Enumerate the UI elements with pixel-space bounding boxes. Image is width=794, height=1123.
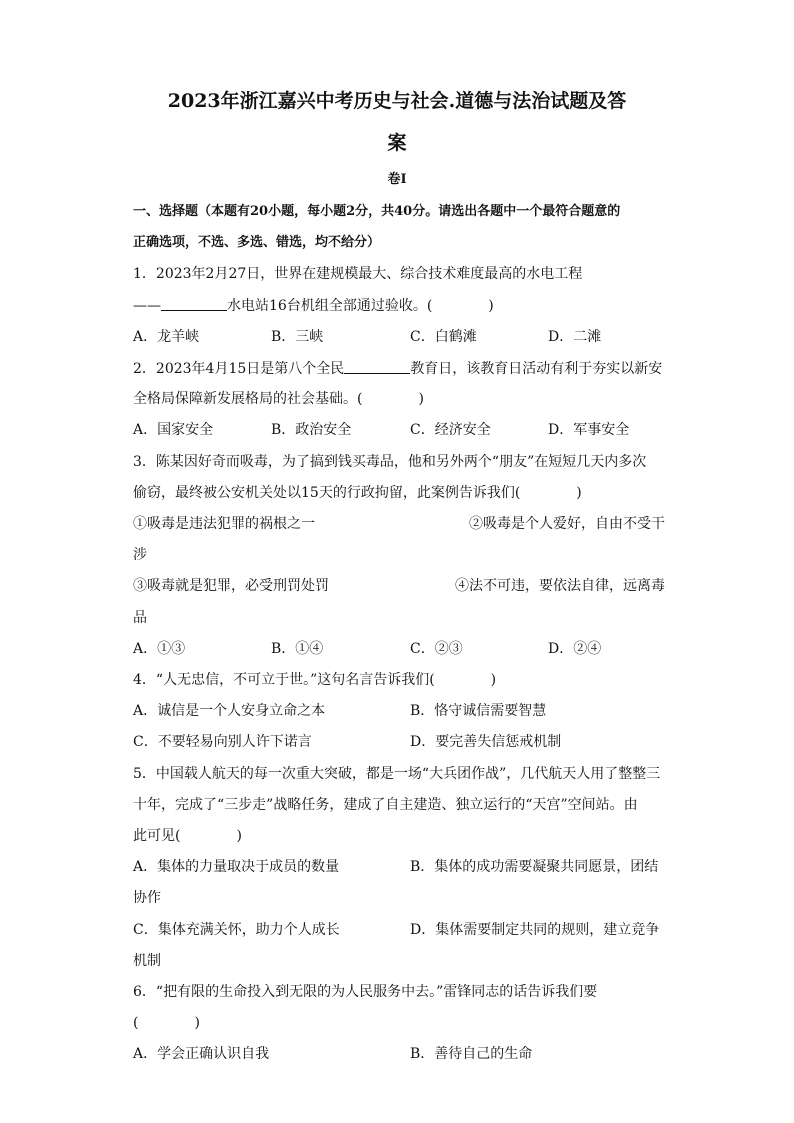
q3-statement-2-cont: 涉: [133, 547, 147, 563]
q5-option-d-cont: 机制: [133, 953, 161, 969]
q1-stem-line2: [133, 295, 494, 316]
q1-option-c: C．白鹤滩: [410, 329, 477, 345]
q6-option-a: A．学会正确认识自我: [133, 1046, 270, 1062]
q2-answer-blank: [344, 358, 410, 374]
q3-stem-line2: 偷窃，最终被公安机关处以15天的行政拘留，此案例告诉我们( ): [133, 485, 582, 501]
q5-stem-line2: 十年，完成了“三步走”战略任务，建成了自主建造、独立运行的“天宫”空间站。由: [133, 797, 638, 813]
section-heading-line1: 一、选择题（本题有20小题，每小题2分，共40分。请选出各题中一个最符合题意的: [133, 204, 621, 219]
q3-option-a: A．①③: [133, 641, 186, 657]
q2-option-d: D．军事安全: [548, 422, 630, 438]
q5-option-b-cont: 协作: [133, 890, 161, 906]
q6-stem-line2: ( ): [133, 1015, 200, 1031]
q3-statement-4: ④法不可违，要依法自律，远离毒: [455, 578, 665, 594]
q1-stem-tail: 水电站16台机组全部通过验收。( ): [227, 298, 494, 314]
q5-option-b: B．集体的成功需要凝聚共同愿景，团结: [410, 859, 659, 875]
q3-option-c: C．②③: [410, 641, 463, 657]
q1-dash: ——: [133, 298, 161, 314]
q1-stem-line1: 1．2023年2月27日，世界在建规模最大、综合技术难度最高的水电工程: [133, 266, 583, 282]
q5-stem-line3: 此可见( ): [133, 828, 242, 844]
volume-label: 卷Ⅰ: [387, 172, 407, 187]
q2-stem-line2: 全格局保障新发展格局的社会基础。( ): [133, 391, 424, 407]
q2-option-c: C．经济安全: [410, 422, 491, 438]
q1-answer-blank: [161, 295, 227, 311]
q3-statement-4-cont: 品: [133, 610, 147, 626]
q2-option-a: A．国家安全: [133, 422, 214, 438]
q3-statement-1: ①吸毒是违法犯罪的祸根之一: [133, 516, 315, 532]
q1-option-a: A．龙羊峡: [133, 329, 200, 345]
q3-statement-2: ②吸毒是个人爱好，自由不受干: [469, 516, 665, 532]
q3-option-d: D．②④: [548, 641, 602, 657]
q5-option-a: A．集体的力量取决于成员的数量: [133, 859, 340, 875]
q2-stem-head: 2．2023年4月15日是第八个全民: [133, 361, 345, 377]
q4-option-c: C．不要轻易向别人许下诺言: [133, 734, 312, 750]
q1-option-d: D．二滩: [548, 329, 602, 345]
section-heading-line2: 正确选项，不选、多选、错选，均不给分）: [133, 235, 381, 250]
q3-option-b: B．①④: [271, 641, 324, 657]
q1-option-b: B．三峡: [271, 329, 324, 345]
q4-option-a: A．诚信是一个人安身立命之本: [133, 703, 326, 719]
q4-option-d: D．要完善失信惩戒机制: [410, 734, 562, 750]
q3-stem-line1: 3．陈某因好奇而吸毒，为了搞到钱买毒品，他和另外两个“朋友”在短短几天内多次: [133, 454, 647, 470]
q5-option-c: C．集体充满关怀，助力个人成长: [133, 922, 340, 938]
q5-option-d: D．集体需要制定共同的规则，建立竞争: [410, 922, 660, 938]
q6-option-b: B．善待自己的生命: [410, 1046, 533, 1062]
q2-option-b: B．政治安全: [271, 422, 352, 438]
q2-stem-tail: 教育日，该教育日活动有利于夯实以新安: [410, 361, 663, 377]
q6-stem-line1: 6．“把有限的生命投入到无限的为人民服务中去。”雷锋同志的话告诉我们要: [133, 984, 598, 1000]
document-title-line1: 2023年浙江嘉兴中考历史与社会.道德与法治试题及答: [167, 90, 627, 112]
q4-stem: 4．“人无忠信，不可立于世。”这句名言告诉我们( ): [133, 672, 497, 688]
q4-option-b: B．恪守诚信需要智慧: [410, 703, 547, 719]
q5-stem-line1: 5．中国载人航天的每一次重大突破，都是一场“大兵团作战”，几代航天人用了整整三: [133, 766, 661, 782]
q3-statement-3: ③吸毒就是犯罪，必受刑罚处罚: [133, 578, 329, 594]
document-title-line2: 案: [387, 132, 407, 154]
q2-stem-line1: [133, 358, 662, 379]
